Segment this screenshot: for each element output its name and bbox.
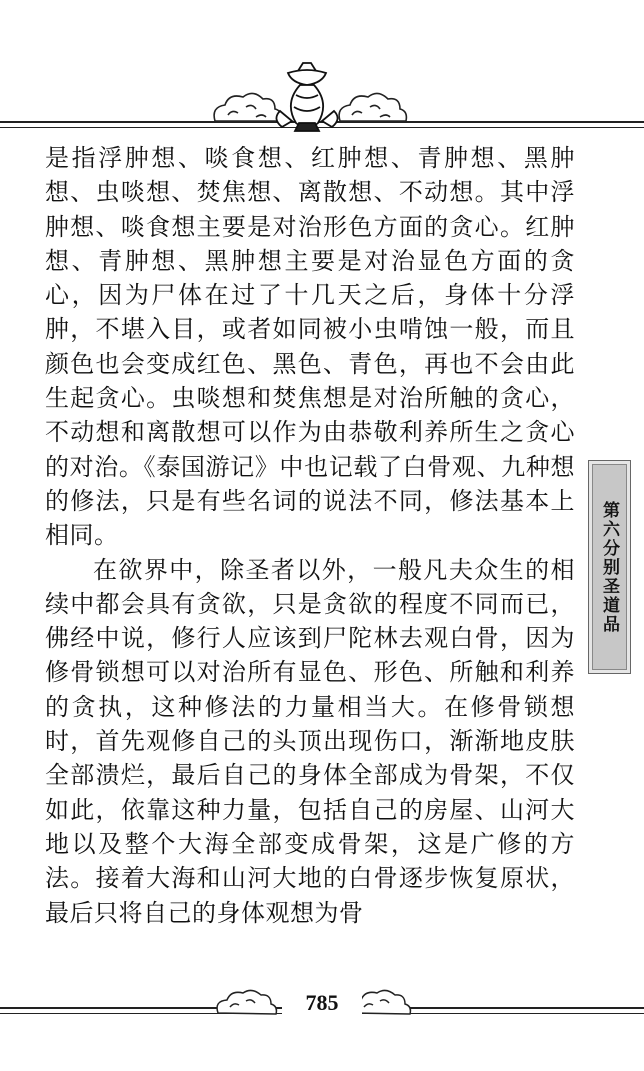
paragraph-2: 在欲界中，除圣者以外，一般凡夫众生的相续中都会具有贪欲，只是贪欲的程度不同而已，佛经中说，修行人应该到尸陀林去观白骨，因为修骨锁想可以对治所有显色、形色、所触和利养的贪执，这种修法的力量相当大。在修骨锁想时，首先观修自己的头顶出现伤口，渐渐地皮肤全部溃烂，最后自己的身体全部成为骨架，不仅如此，依靠这种力量，包括自己的房屋、山河大地以及整个大海全部变成骨架，这是广修的方法。接着大海和山河大地的白骨逐步恢复原状，最后只将自己的身体观想为骨 — [45, 555, 575, 927]
cloud-scroll-right-icon — [339, 93, 406, 121]
cloud-scroll-left-icon — [214, 93, 281, 121]
chapter-side-tab-label: 第六分别圣道品 — [599, 500, 619, 634]
cloud-scroll-footer-left-icon — [217, 990, 276, 1014]
paragraph-1: 是指浮肿想、啖食想、红肿想、青肿想、黑肿想、虫啖想、焚焦想、离散想、不动想。其中浮肿想、啖食想主要是对治形色方面的贪心。红肿想、青肿想、黑肿想主要是对治显色方面的贪心，因为尸体在过了十几天之后，身体十分浮肿，不堪入目，或者如同被小虫啃蚀一般，而且颜色也会变成红色、黑色、青色，再也不会由此生起贪心。虫啖想和焚焦想是对治所触的贪心，不动想和离散想可以作为由恭敬利养所生之贪心的对治。《泰国游记》中也记载了白骨观、九种想的修法，只是有些名词的说法不同，修法基本上相同。 — [45, 144, 575, 550]
ritual-vase-ornament-icon — [276, 63, 337, 131]
header-ornament — [0, 55, 644, 140]
chapter-side-tab — [588, 460, 631, 674]
body-text — [45, 141, 575, 930]
page-number: 785 — [282, 990, 362, 1016]
